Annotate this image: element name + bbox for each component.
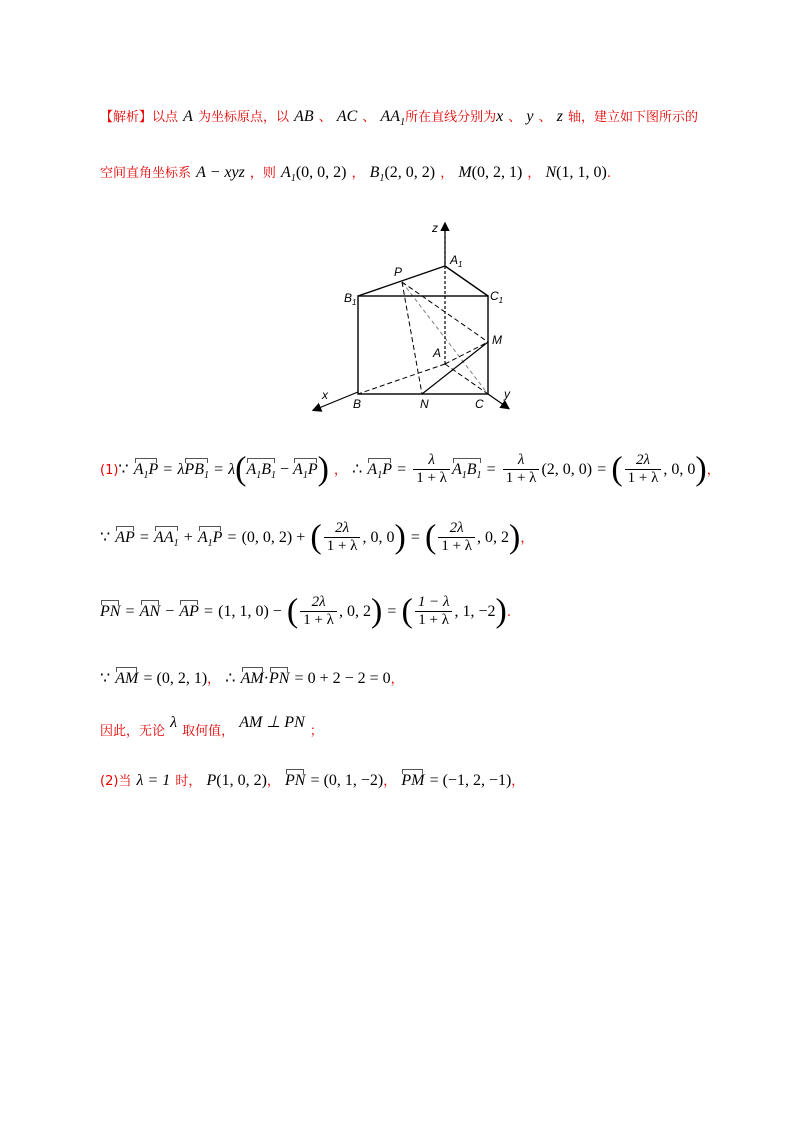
vector-am: AM — [115, 670, 139, 687]
label-b1: $B_1$ — [344, 291, 357, 307]
edge-a-c — [445, 364, 488, 394]
part-2: (2)当 λ = 1 时， P(1, 0, 2)， PN = (0, 1, −2)， PM = (−1, 2, −1)， — [100, 772, 525, 789]
equation-1: (1)∵ $A_1P = \lambda PB_1 = \lambda(A_1B_1 - A_1P)$ ， ∴ $A_1P$ = $\frac{\lambda}{1 + \lambda}$ $A_1B_1$ = $\frac{\lambda}{1 + \lambda}$ (2, 0, 0) = ( $\frac{2\lambda}{1 + \lambda}$ , 0, 0)， — [100, 450, 720, 488]
analysis-tag: 【解析】 — [100, 110, 153, 125]
equation-3: PN = AN − AP = (1, 1, 0) − ( $\frac{2\lambda}{1 + \lambda}$ , 0, 2) = ( $\frac{1 - \lambda}{1 + \lambda}$ , 1, −2). — [100, 592, 511, 630]
segment-a-m — [445, 342, 488, 364]
origin-symbol: A — [183, 108, 193, 125]
part-2-label: (2)当 — [100, 774, 132, 789]
coordinate-system: A − xyz — [196, 164, 245, 181]
label-a1: $A_1$ — [450, 253, 463, 269]
vector-pn: PN — [100, 603, 121, 620]
point-b1: $B_1$ — [369, 164, 385, 185]
label-c1: $C_1$ — [490, 289, 504, 305]
label-z: z — [432, 221, 438, 235]
label-y: y — [504, 387, 510, 401]
vector-a1p: $A_1P$ — [133, 461, 159, 482]
edge-a1-c1 — [445, 266, 488, 296]
front-face — [358, 296, 488, 394]
perpendicular-statement: AM ⊥ PN — [239, 714, 305, 731]
edge-aa1: $AA_1$ — [380, 108, 406, 129]
equation-2: ∵ AP = $AA_1 + A_1P = (0$, 0, 2) + ( $\frac{2\lambda}{1 + \lambda}$ , 0, 0) = ( $\frac{2\lambda}{1 + \lambda}$ , 0, 2)， — [100, 518, 534, 556]
edge-ab: AB — [294, 108, 314, 125]
conclusion: 因此，无论 λ 取何值， AM ⊥ PN ； — [100, 714, 323, 739]
vector-pm: PM — [401, 772, 425, 789]
edge-a-b — [358, 364, 445, 394]
label-c: C — [475, 397, 484, 411]
point-a1: $A_1$ — [281, 164, 296, 185]
equation-4: ∵ AM = (0, 2, 1)， ∴ AM·PN = 0 + 2 − 2 = 0， — [100, 670, 404, 687]
fraction-lambda: $\frac{\lambda}{1 + \lambda}$ — [413, 452, 450, 487]
label-x: x — [322, 388, 328, 402]
label-b: B — [353, 397, 362, 411]
x-axis — [314, 392, 358, 410]
edge-ac: AC — [336, 108, 358, 125]
label-p: P — [394, 265, 403, 279]
point-n: N — [545, 164, 557, 181]
part-1-label: (1) — [100, 463, 119, 478]
label-a: A — [433, 346, 442, 360]
segment-p-n — [402, 282, 422, 394]
label-m: M — [492, 333, 502, 347]
intro-line-2: 空间直角坐标系 A − xyz ，则 $A_1(0$, 0, 2) ， $B_1(2$, 0, 2) ， M(0, 2, 1) ， N(1, 1, 0). — [100, 164, 611, 185]
vector-pb1: $PB_1$ — [184, 461, 209, 482]
segment-n-m — [422, 342, 488, 394]
label-n: N — [420, 397, 429, 411]
vector-ap: AP — [115, 529, 135, 546]
prism-figure — [300, 214, 530, 414]
point-m: M — [458, 164, 472, 181]
intro-line-1: 【解析】以点 A 为坐标原点，以 AB 、 AC 、 $AA_1$所在直线分别为x 、 y 、 z 轴，建立如下图所示的 — [100, 108, 699, 129]
